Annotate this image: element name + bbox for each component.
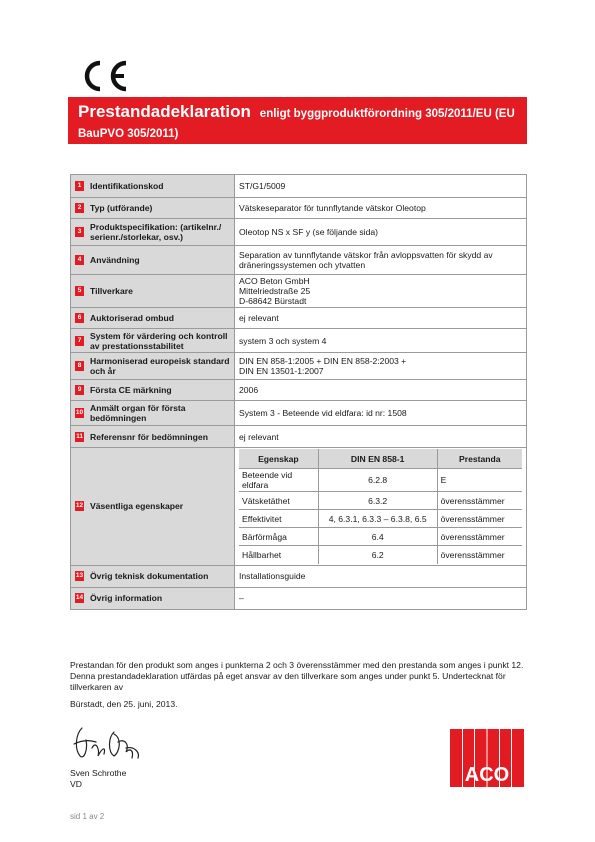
table-row <box>71 198 527 219</box>
row-number-badge: 14 <box>75 594 84 601</box>
properties-row <box>239 528 522 546</box>
row-value: ej relevant <box>235 308 527 329</box>
row-number-badge: 2 <box>75 203 84 213</box>
table-row <box>71 219 527 246</box>
row-number-badge: 10 <box>75 409 84 416</box>
row-value: ACO Beton GmbH Mittelriedstraße 25 D-68642 Bürstadt <box>235 275 527 308</box>
table-row <box>71 426 527 448</box>
table-row <box>71 401 527 426</box>
property-performance: överensstämmer <box>437 492 522 510</box>
title-banner <box>68 97 527 144</box>
row-label-text: Harmoniserad europeisk standard och år <box>90 356 230 376</box>
row-number-badge: 5 <box>75 286 84 296</box>
declaration-statement: Prestandan för den produkt som anges i punkterna 2 och 3 överensstämmer med den prestanda som anges i punkt 12. Denna prestandadeklaration utfärdas på eget ansvar av den tillverkare som anges under punkt 5. Undertecknat för tillverkaren av <box>70 660 524 693</box>
property-standard-clause: 4, 6.3.1, 6.3.3 – 6.3.8, 6.5 <box>318 510 437 528</box>
signer-name: Sven Schrothe <box>70 768 127 778</box>
property-performance: överensstämmer <box>437 546 522 564</box>
properties-row <box>239 492 522 510</box>
properties-table <box>239 449 522 564</box>
page-title: Prestandadeklaration <box>78 102 251 121</box>
row-label-text: Produktspecifikation: (artikelnr./ serienr./storlekar, osv.) <box>90 222 222 242</box>
row-number-badge: 1 <box>75 181 84 191</box>
row-label-text: Typ (utförande) <box>90 203 153 213</box>
table-row <box>71 246 527 275</box>
aco-logo <box>450 729 524 787</box>
properties-row <box>239 546 522 564</box>
table-row <box>71 565 527 587</box>
signature-date: Bürstadt, den 25. juni, 2013. <box>70 699 178 709</box>
table-row <box>71 380 527 401</box>
ce-mark-icon <box>80 58 136 94</box>
declaration-table <box>70 174 527 610</box>
property-standard-clause: 6.4 <box>318 528 437 546</box>
row-number-badge: 12 <box>75 502 84 510</box>
row-number-badge: 11 <box>76 432 83 440</box>
row-label-text: Anmält organ för första bedömningen <box>90 403 186 423</box>
property-performance: E <box>437 469 522 492</box>
table-row-properties <box>71 448 527 566</box>
row-label-text: Övrig information <box>90 593 163 603</box>
signer-title: VD <box>70 779 82 790</box>
row-label-text: System för värdering och kontroll av prestationsstabilitet <box>90 330 228 351</box>
row-label <box>71 587 235 609</box>
row-number-badge: 9 <box>75 385 84 395</box>
row-number-badge: 7 <box>75 336 84 346</box>
row-label <box>71 329 235 353</box>
property-performance: överensstämmer <box>437 510 522 528</box>
row-label <box>71 308 235 329</box>
row-number-badge: 8 <box>75 361 84 371</box>
row-label-text: Referensnr för bedömningen <box>90 431 208 442</box>
table-row <box>71 329 527 353</box>
row-value: Oleotop NS x SF y (se följande sida) <box>235 219 527 246</box>
properties-header-property: Egenskap <box>239 449 318 469</box>
row-label <box>71 448 235 566</box>
row-label <box>71 198 235 219</box>
row-value: ST/G1/5009 <box>235 175 527 198</box>
table-row <box>71 275 527 308</box>
row-label <box>71 219 235 246</box>
properties-cell <box>235 448 527 566</box>
row-label <box>71 175 235 198</box>
row-value: Installationsguide <box>235 565 527 587</box>
row-number-badge: 13 <box>75 572 84 579</box>
row-label-text: Tillverkare <box>90 286 133 296</box>
page-subtitle-line2: BauPVO 305/2011) <box>78 128 179 140</box>
properties-row <box>239 510 522 528</box>
row-value: – <box>235 587 527 609</box>
row-label <box>71 246 235 275</box>
row-label-text: Första CE märkning <box>90 385 172 395</box>
property-name: Beteende vid eldfara <box>239 469 318 492</box>
row-label-text: Auktoriserad ombud <box>90 313 175 323</box>
row-label <box>71 353 235 380</box>
row-value: ej relevant <box>235 426 527 448</box>
row-label <box>71 380 235 401</box>
row-number-badge: 4 <box>75 255 84 265</box>
row-label-text: Användning <box>90 255 140 265</box>
table-row <box>71 587 527 609</box>
row-number-badge: 3 <box>75 227 84 237</box>
properties-header-standard: DIN EN 858-1 <box>318 449 437 469</box>
property-name: Effektivitet <box>239 510 318 528</box>
property-standard-clause: 6.2.8 <box>318 469 437 492</box>
row-value: system 3 och system 4 <box>235 329 527 353</box>
row-value: Separation av tunnflytande vätskor från avloppsvatten för skydd av dräneringssystemen och ytvatten <box>235 246 527 275</box>
row-label <box>71 426 235 448</box>
property-name: Bärförmåga <box>239 528 318 546</box>
row-value: 2006 <box>235 380 527 401</box>
row-label <box>71 275 235 308</box>
signer-block <box>70 768 126 790</box>
property-standard-clause: 6.2 <box>318 546 437 564</box>
table-row <box>71 175 527 198</box>
svg-text:ACO: ACO <box>464 764 510 786</box>
property-name: Vätsketäthet <box>239 492 318 510</box>
row-label-text: Övrig teknisk dokumentation <box>90 571 209 581</box>
row-label <box>71 401 235 426</box>
property-performance: överensstämmer <box>437 528 522 546</box>
row-value: System 3 - Beteende vid eldfara: id nr: 1508 <box>235 401 527 426</box>
properties-header-performance: Prestanda <box>437 449 522 469</box>
handwritten-signature <box>68 718 158 764</box>
page-subtitle-line1: enligt byggproduktförordning 305/2011/EU (EU <box>259 108 515 120</box>
properties-row <box>239 469 522 492</box>
row-label <box>71 565 235 587</box>
row-value: DIN EN 858-1:2005 + DIN EN 858-2:2003 + DIN EN 13501-1:2007 <box>235 353 527 380</box>
property-name: Hållbarhet <box>239 546 318 564</box>
row-value: Vätskeseparator för tunnflytande vätskor Oleotop <box>235 198 527 219</box>
table-row <box>71 353 527 380</box>
row-number-badge: 6 <box>75 313 84 323</box>
page-number: sid 1 av 2 <box>70 812 105 821</box>
row-label-text: Identifikationskod <box>90 181 164 191</box>
row-label-text: Väsentliga egenskaper <box>90 501 184 512</box>
table-row <box>71 308 527 329</box>
property-standard-clause: 6.3.2 <box>318 492 437 510</box>
